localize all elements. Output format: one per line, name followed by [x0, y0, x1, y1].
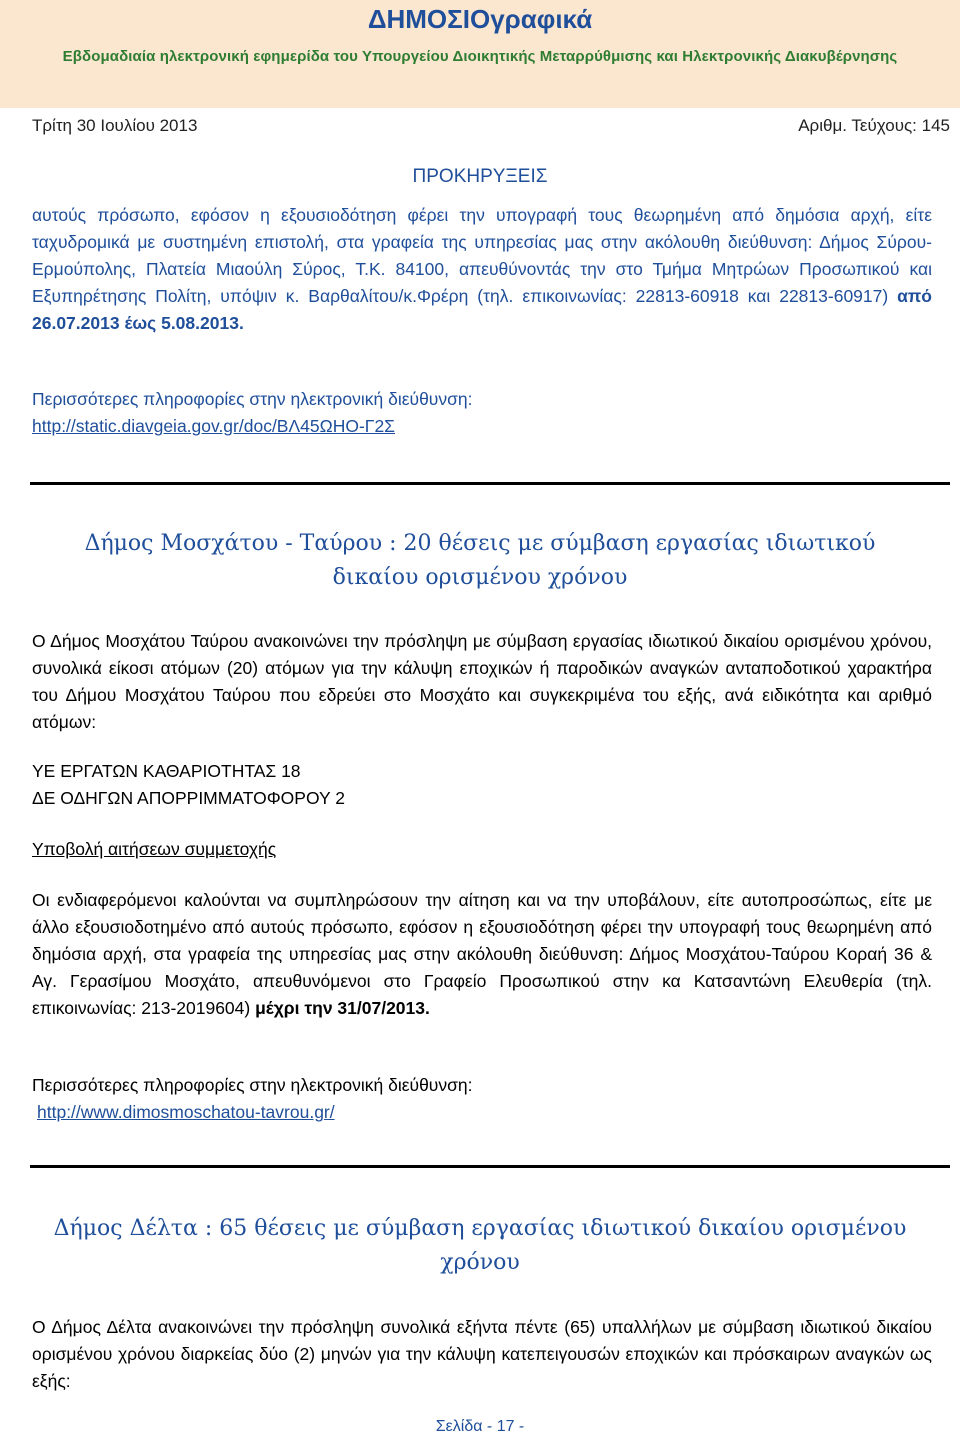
- article-syros-link[interactable]: http://static.diavgeia.gov.gr/doc/ΒΛ45ΩΗΟ-Γ2Σ: [32, 416, 395, 436]
- article-syros-text: αυτούς πρόσωπο, εφόσον η εξουσιοδότηση φέρει την υπογραφή τους θεωρημένη από δημόσια αρχή, είτε ταχυδρομικά με συστημένη επιστολή, στα γραφεία της υπηρεσίας μας στην ακόλουθη διεύθυνση: Δήμος Σύρου-Ερμούπολης, Πλατεία Μιαούλη Σύρος, Τ.Κ. 84100, απευθύνοντάς την στο Τμήμα Μητρώων Προσωπικού και Εξυπηρέτησης Πολίτη, υπόψιν κ. Βαρθαλίτου/κ.Φρέρη (τηλ. επικοινωνίας: 22813-60918 και 22813-60917): [32, 205, 932, 306]
- submission-body: Οι ενδιαφερόμενοι καλούνται να συμπληρώσουν την αίτηση και να την υποβάλουν, είτε αυτοπροσώπως, είτε με άλλο εξουσιοδοτημένο από αυτούς πρόσωπο, εφόσον η εξουσιοδότηση φέρει την υπογραφή τους θεωρημένη από δημόσια αρχή, στα γραφεία της υπηρεσίας μας στην ακόλουθη διεύθυνση: Δήμος Μοσχάτου-Ταύρου Κοραή 36 & Αγ. Γερασίμου Μοσχάτο, απευθυνόμενοι στο Γραφείο Προσωπικού στην κα Κατσαντώνη Ελευθερία (τηλ. επικοινωνίας: 213-2019604): [32, 890, 932, 1018]
- article-delta-heading: Δήμος Δέλτα : 65 θέσεις με σύμβαση εργασίας ιδιωτικού δικαίου ορισμένου χρόνου: [53, 1216, 907, 1275]
- position-cleaning-workers: ΥΕ ΕΡΓΑΤΩΝ ΚΑΘΑΡΙΟΤΗΤΑΣ 18: [32, 761, 301, 781]
- article-syros-dates: από 26.07.2013 έως 5.08.2013.: [32, 286, 932, 333]
- divider: [30, 1165, 950, 1168]
- submission-deadline: μέχρι την 31/07/2013.: [255, 998, 430, 1018]
- section-title: ΠΡΟΚΗΡΥΞΕΙΣ: [412, 166, 548, 187]
- article-syros-link-row: [32, 413, 932, 440]
- article-delta-intro: Ο Δήμος Δέλτα ανακοινώνει την πρόσληψη συνολικά εξήντα πέντε (65) υπαλλήλων με σύμβαση ιδιωτικού δικαίου ορισμένου χρόνου διαρκείας δύο (2) μηνών για την κάλυψη κατεπειγουσών εποχικών και πρόσκαιρων αναγκών ως εξής:: [32, 1317, 932, 1391]
- article-moschato-link[interactable]: http://www.dimosmoschatou-tavrou.gr/: [37, 1102, 335, 1122]
- article-moschato-heading: Δήμος Μοσχάτου - Ταύρου : 20 θέσεις με σύμβαση εργασίας ιδιωτικού δικαίου ορισμένου χρόνου: [84, 531, 876, 590]
- article-moschato-link-row: [37, 1099, 937, 1126]
- position-truck-drivers: ΔΕ ΟΔΗΓΩΝ ΑΠΟΡΡΙΜΜΑΤΟΦΟΡΟΥ 2: [32, 788, 345, 808]
- submission-text: [32, 887, 932, 1022]
- article-syros-body: [32, 202, 932, 337]
- article-moschato-intro: Ο Δήμος Μοσχάτου Ταύρου ανακοινώνει την πρόσληψη με σύμβαση εργασίας ιδιωτικού δικαίου ορισμένου χρόνου, συνολικά είκοσι ατόμων (20) ατόμων για την κάλυψη εποχικών ή παροδικών αναγκών ανταποδοτικού χαρακτήρα του Δήμου Μοσχάτου Ταύρου που εδρεύει στο Μοσχάτο και συγκεκριμένα του εξής, ανά ειδικότητα και αριθμό ατόμων:: [32, 631, 932, 732]
- masthead-subtitle: Εβδομαδιαία ηλεκτρονική εφημερίδα του Υπουργείου Διοικητικής Μεταρρύθμισης και Ηλεκτρονικής Διακυβέρνησης: [62, 48, 898, 65]
- divider: [30, 482, 950, 485]
- page-number: Σελίδα - 17 -: [435, 1418, 525, 1435]
- dateline: [32, 116, 950, 140]
- article-moschato-more-info: Περισσότερες πληροφορίες στην ηλεκτρονική διεύθυνση:: [32, 1075, 473, 1095]
- article-syros-more-info: Περισσότερες πληροφορίες στην ηλεκτρονική διεύθυνση:: [32, 389, 473, 409]
- issue-date: Τρίτη 30 Ιουλίου 2013: [32, 116, 198, 135]
- submission-heading-text: Υποβολή αιτήσεων συμμετοχής: [32, 839, 277, 859]
- submission-heading: [32, 836, 932, 863]
- masthead-title: ΔΗΜΟΣΙΟγραφικά: [367, 4, 593, 34]
- issue-number: Αριθμ. Τεύχους: 145: [798, 116, 950, 135]
